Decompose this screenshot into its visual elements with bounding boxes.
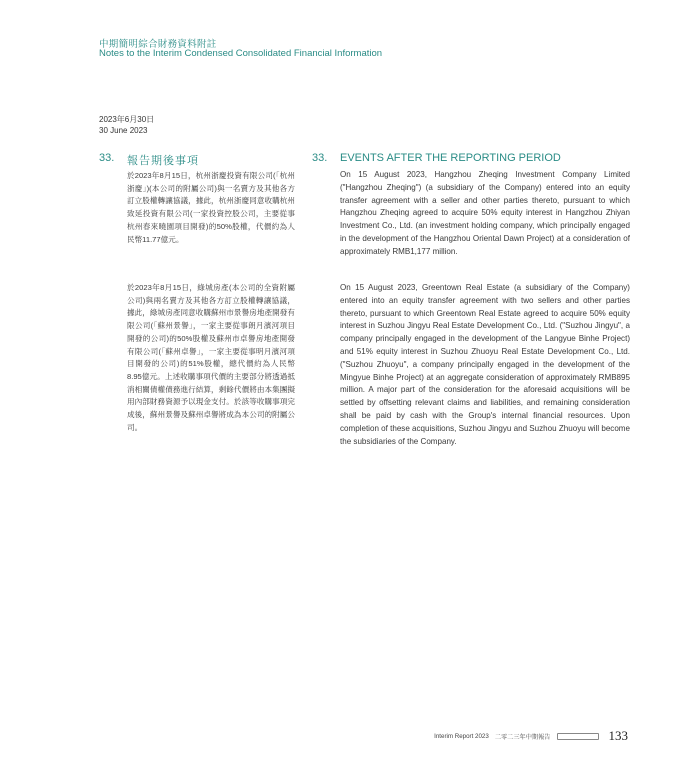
paragraph-en-1: On 15 August 2023, Hangzhou Zheqing Investment Company Limited ("Hangzhou Zheqing") (a subsidiary of the Company) entered into an equity transfer agreement with a seller and other parties thereto, pursuant to which Hangzhou Zheqing agreed to acquire 50% equity interest in Hangzhou Zhiyan Investment Co., Ltd. (an investment holding company, which principally engaged in the development of the Hangzhou Oriental Dawn Project) at a consideration of approximately RMB1,177 million. [340,170,630,256]
section-title-zh: 報告期後事項 [127,155,199,167]
footer-report-en: Interim Report 2023 [434,732,489,740]
section-number-zh: 33. [99,152,115,164]
paragraph-zh-2: 於2023年8月15日，綠城房產(本公司的全資附屬公司)與兩名賣方及其他各方訂立股權轉讓協議，據此，綠城房產同意收購蘇州市景譽房地產開發有限公司(「蘇州景譽」，一家主要從事朗月濱河項目開發的公司)的50%股權及蘇州市卓譽房地產開發有限公司(「蘇州卓譽」，一家主要從事明月濱河項目開發的公司)的51%股權，總代價約為人民幣8.95億元。上述收購事項代價的主要部分將透過抵消相關債權債務進行結算，剩餘代價將由本集團擬用內部財務資源予以現金支付。於該等收購事項完成後，蘇州景譽及蘇州卓譽將成為本公司的附屬公司。 [127,283,295,432]
header-title-en: Notes to the Interim Condensed Consolidated Financial Information [99,48,383,59]
footer-bar [557,733,599,740]
page-number: 133 [608,728,628,743]
paragraph-zh-1: 於2023年8月15日，杭州浙慶投資有限公司(「杭州浙慶」)(本公司的附屬公司)與一名賣方及其他各方訂立股權轉讓協議，據此，杭州浙慶同意收購杭州致延投資有限公司(一家投資控股公司，主要從事杭州春來曉園項目開發)的50%股權，代價約為人民幣11.77億元。 [127,171,295,244]
header-title-zh: 中期簡明綜合財務資料附註 [99,39,217,50]
footer-report-zh: 二零二三年中期報告 [494,733,551,741]
period-date-zh: 2023年6月30日 [99,115,155,124]
period-date-en: 30 June 2023 [99,126,148,135]
section-title-en: EVENTS AFTER THE REPORTING PERIOD [340,152,561,164]
section-number-en: 33. [312,152,328,164]
page-footer [434,728,628,744]
paragraph-en-2: On 15 August 2023, Greentown Real Estate (a subsidiary of the Company) entered into an equity transfer agreement with two sellers and other parties thereto, pursuant to which Greentown Real Estate agreed to acquire 50% equity interest in Suzhou Jingyu Real Estate Development Co., Ltd. ("Suzhou Jingyu", a company principally engaged in the development of the Langyue Binhe Project) and 51% equity interest in Suzhou Zhuoyu Real Estate Development Co., Ltd. ("Suzhou Zhuoyu", a company principally engaged in the development of the Mingyue Binhe Project) at an aggregate consideration of approximately RMB895 million. A major part of the consideration for the aforesaid acquisitions will be settled by offsetting relevant claims and liabilities, and remaining consideration shall be paid by cash with the Group's internal financial resources. Upon completion of these acquisitions, Suzhou Jingyu and Suzhou Zhuoyu will become the subsidiaries of the Company. [340,283,630,446]
